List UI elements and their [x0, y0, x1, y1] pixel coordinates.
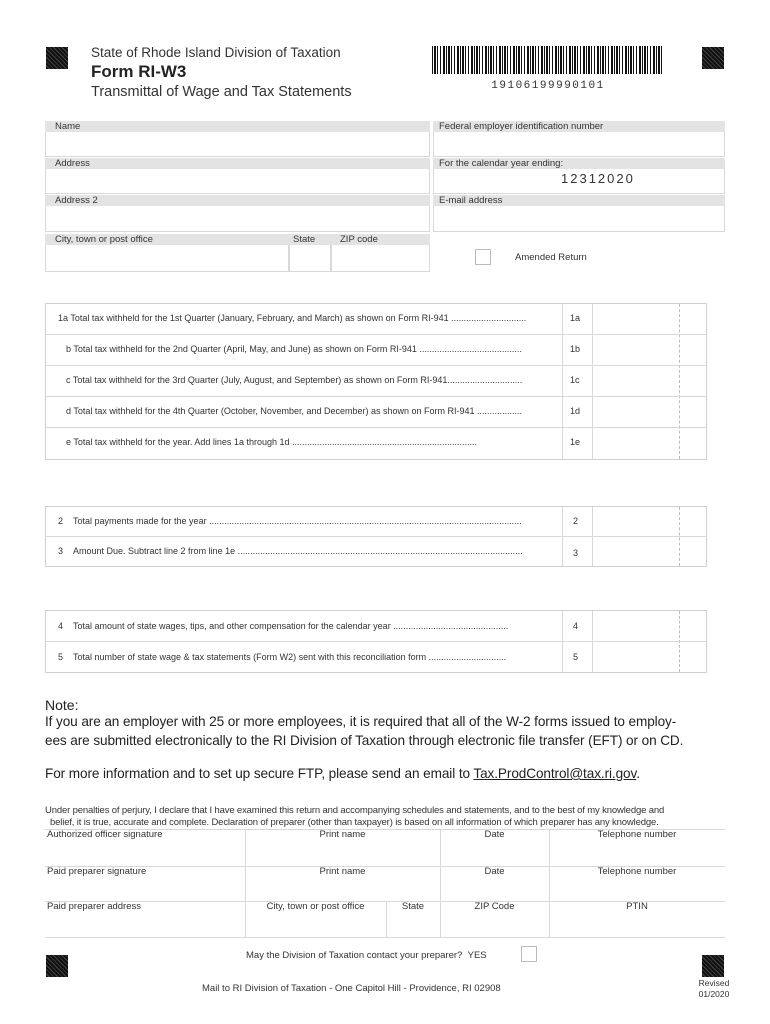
address-field[interactable] [45, 169, 430, 194]
preparer-ptin-label: PTIN [626, 901, 648, 912]
calendar-year-value: 12312020 [561, 171, 635, 186]
line-4-code: 4 [573, 621, 579, 631]
revised-label: Revised [698, 978, 730, 988]
line-1b-text: b Total tax withheld for the 2nd Quarter (April, May, and June) as shown on Form RI-941 ......................................... [66, 344, 522, 354]
officer-telephone-label: Telephone number [597, 829, 677, 840]
registration-mark-bottom-left [46, 955, 68, 977]
preparer-state-label: State [401, 901, 425, 912]
officer-print-name-label: Print name [319, 829, 366, 840]
form-subtitle: Transmittal of Wage and Tax Statements [91, 84, 352, 100]
preparer-telephone-field[interactable] [550, 879, 725, 900]
officer-print-name-field[interactable] [246, 842, 439, 865]
address2-label-bar [45, 195, 430, 206]
mail-to-address: Mail to RI Division of Taxation - One Capitol Hill - Providence, RI 02908 [202, 983, 501, 994]
row-divider [46, 641, 706, 642]
revised-date: 01/2020 [698, 989, 730, 999]
line-1e-text: e Total tax withheld for the year. Add lines 1a through 1d .......................................................................... [66, 437, 478, 447]
note-line-2: ees are submitted electronically to the RI Division of Taxation through electronic file transfer (EFT) or on CD. [45, 733, 684, 748]
email-link[interactable]: Tax.ProdControl@tax.ri.gov [473, 766, 637, 781]
line-3-number: 3 [58, 546, 64, 556]
note-line-1: If you are an employer with 25 or more employees, it is required that all of the W-2 forms issued to employ- [45, 714, 677, 729]
row-divider [46, 396, 706, 397]
line-1c-amount-field[interactable] [593, 367, 705, 395]
line-3-text: Amount Due. Subtract line 2 from line 1e .................................................................................................................. [73, 546, 523, 556]
officer-telephone-field[interactable] [550, 842, 725, 865]
preparer-address-label: Paid preparer address [47, 901, 141, 912]
preparer-zip-field[interactable] [441, 914, 548, 936]
state-label: State [293, 234, 316, 245]
email-field[interactable] [433, 206, 725, 232]
preparer-print-name-field[interactable] [246, 879, 439, 900]
line-2-text: Total payments made for the year ............................................................................................................................. [73, 516, 522, 526]
state-field[interactable] [289, 245, 331, 272]
line-5-number: 5 [58, 652, 64, 662]
officer-signature-label: Authorized officer signature [47, 829, 163, 840]
line-5-code: 5 [573, 652, 579, 662]
declaration-line-1: Under penalties of perjury, I declare that I have examined this return and accompanying schedules and statements, and to the best of my knowledge and [45, 805, 665, 816]
preparer-signature-label: Paid preparer signature [47, 866, 147, 877]
row-divider [46, 536, 706, 537]
info-suffix: . [636, 766, 640, 781]
note-heading: Note: [45, 697, 79, 713]
info-line [45, 766, 640, 781]
city-field[interactable] [45, 245, 289, 272]
amended-return-checkbox[interactable] [475, 249, 491, 265]
preparer-date-field[interactable] [441, 879, 548, 900]
line-3-code: 3 [573, 548, 579, 558]
line-2-number: 2 [58, 516, 64, 526]
barcode-number: 19106199990101 [491, 80, 605, 92]
line-1a-text: 1a Total tax withheld for the 1st Quarter (January, February, and March) as shown on Form RI-941 .............................. [58, 313, 527, 323]
preparer-signature-field[interactable] [46, 879, 244, 900]
contact-yes-label: YES [467, 950, 487, 961]
address2-label: Address 2 [55, 195, 98, 206]
contact-question-text: May the Division of Taxation contact your preparer? [246, 950, 463, 961]
city-label: City, town or post office [55, 234, 153, 245]
line-1c-text: c Total tax withheld for the 3rd Quarter (July, August, and September) as shown on Form RI-941.............................. [66, 375, 523, 385]
zip-field[interactable] [331, 245, 430, 272]
officer-signature-field[interactable] [46, 842, 244, 865]
preparer-city-label: City, town or post office [266, 901, 365, 912]
row-divider [46, 334, 706, 335]
barcode [432, 46, 664, 74]
section-1-code-divider [562, 304, 563, 459]
preparer-city-field[interactable] [246, 914, 385, 936]
line-1c-code: 1c [570, 375, 580, 385]
contact-preparer-question [246, 950, 487, 961]
agency-name: State of Rhode Island Division of Taxation [91, 45, 341, 60]
row-divider [46, 427, 706, 428]
fein-label: Federal employer identification number [439, 121, 604, 132]
line-1b-amount-field[interactable] [593, 336, 705, 364]
name-label: Name [55, 121, 81, 132]
line-1a-amount-field[interactable] [593, 305, 705, 333]
line-5-text: Total number of state wage & tax statements (Form W2) sent with this reconciliation form ............................... [73, 652, 507, 662]
line-1e-code: 1e [570, 437, 581, 447]
line-1d-amount-field[interactable] [593, 398, 705, 426]
contact-preparer-yes-checkbox[interactable] [521, 946, 537, 962]
form-title: Form RI-W3 [91, 62, 187, 81]
name-field[interactable] [45, 132, 430, 157]
officer-date-field[interactable] [441, 842, 548, 865]
preparer-print-name-label: Print name [319, 866, 366, 877]
declaration-line-2: belief, it is true, accurate and complete. Declaration of preparer (other than taxpayer) is based on all information of which preparer has any knowledge. [50, 817, 659, 828]
line-1b-code: 1b [570, 344, 581, 354]
revision-info [690, 978, 738, 1000]
email-label: E-mail address [439, 195, 503, 206]
preparer-address-field[interactable] [46, 914, 244, 936]
preparer-date-label: Date [484, 866, 505, 877]
preparer-telephone-label: Telephone number [597, 866, 677, 877]
preparer-ptin-field[interactable] [550, 914, 725, 936]
registration-mark-top-right [702, 47, 724, 69]
registration-mark-top-left [46, 47, 68, 69]
line-2-code: 2 [573, 516, 579, 526]
preparer-zip-label: ZIP Code [474, 901, 515, 912]
name-label-bar [45, 121, 430, 132]
line-4-text: Total amount of state wages, tips, and other compensation for the calendar year .............................................. [73, 621, 509, 631]
zip-label: ZIP code [340, 234, 378, 245]
line-1d-code: 1d [570, 406, 581, 416]
line-4-amount-field[interactable] [593, 612, 705, 640]
line-5-amount-field[interactable] [593, 643, 705, 671]
calendar-year-label: For the calendar year ending: [439, 158, 564, 169]
address-label: Address [55, 158, 90, 169]
line-2-amount-field[interactable] [593, 508, 705, 535]
line-1d-text: d Total tax withheld for the 4th Quarter (October, November, and December) as shown on Form RI-941 .................. [66, 406, 523, 416]
registration-mark-bottom-right [702, 955, 724, 977]
info-prefix: For more information and to set up secure FTP, please send an email to [45, 766, 474, 781]
line-1e-amount-field[interactable] [593, 429, 705, 458]
row-divider [45, 937, 725, 938]
line-1a-code: 1a [570, 313, 581, 323]
line-4-number: 4 [58, 621, 64, 631]
officer-date-label: Date [484, 829, 505, 840]
address-label-bar [45, 158, 430, 169]
address2-field[interactable] [45, 206, 430, 232]
fein-field[interactable] [433, 132, 725, 157]
line-3-amount-field[interactable] [593, 538, 705, 565]
preparer-state-field[interactable] [387, 914, 439, 936]
amended-return-label: Amended Return [515, 252, 587, 263]
row-divider [46, 365, 706, 366]
